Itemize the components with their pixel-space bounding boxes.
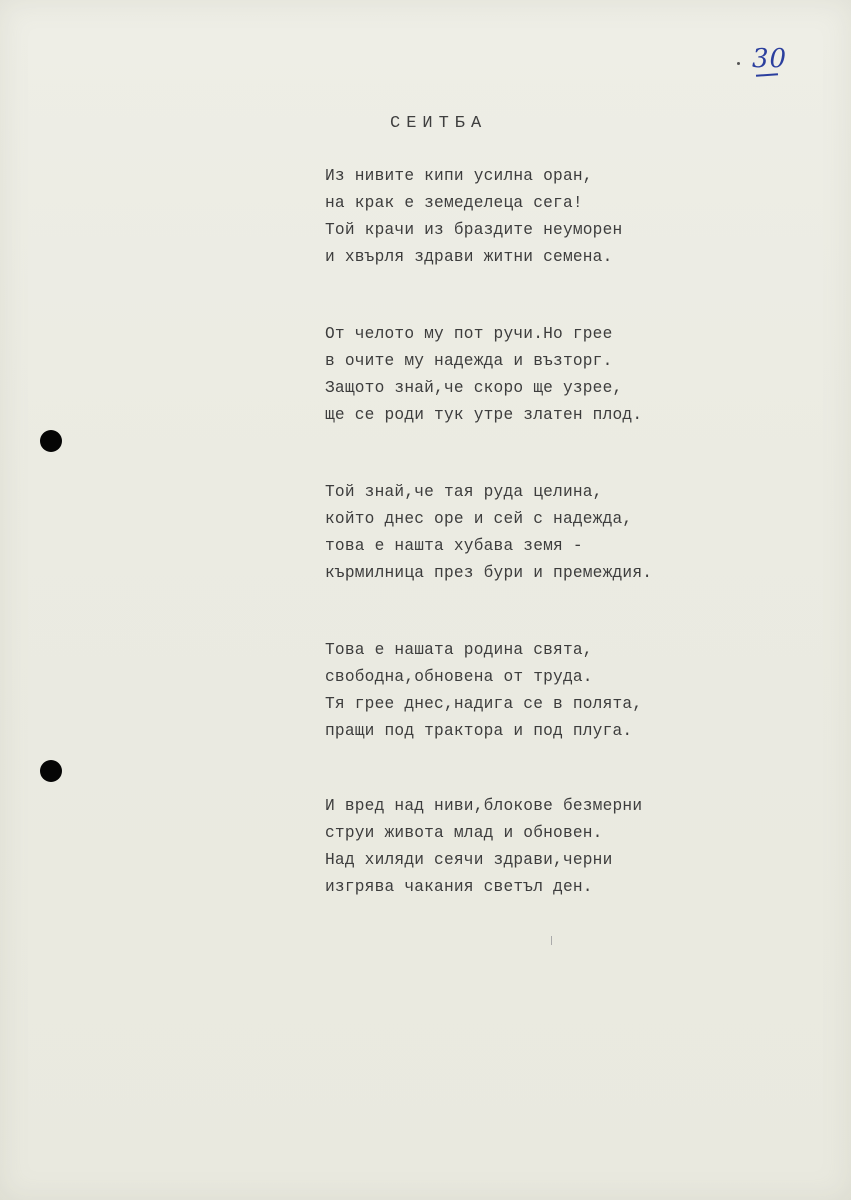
poem-line: струи живота млад и обновен. <box>325 824 603 842</box>
poem-line: Из нивите кипи усилна оран, <box>325 167 593 185</box>
poem-line: пращи под трактора и под плуга. <box>325 722 633 740</box>
stanza-4 <box>325 637 642 745</box>
poem-line: на крак е земеделеца сега! <box>325 194 583 212</box>
poem-line: кърмилница през бури и премеждия. <box>325 564 653 582</box>
poem-line: изгрява чакания светъл ден. <box>325 878 593 896</box>
paper-speck <box>551 936 552 945</box>
page-number-underline <box>756 73 778 77</box>
ink-dot <box>737 62 740 65</box>
poem-title: СЕИТБА <box>390 114 488 133</box>
poem-line: в очите му надежда и възторг. <box>325 352 613 370</box>
poem-line: ще се роди тук утре златен плод. <box>325 406 643 424</box>
poem-line: От челото му пот ручи.Но грее <box>325 325 613 343</box>
poem-line: свободна,обновена от труда. <box>325 668 593 686</box>
poem-line: и хвърля здрави житни семена. <box>325 248 613 266</box>
handwritten-page-number: 30 <box>752 44 788 74</box>
poem-line: Той знай,че тая руда целина, <box>325 483 603 501</box>
stanza-5 <box>325 793 642 901</box>
poem-line: Над хиляди сеячи здрави,черни <box>325 851 613 869</box>
binder-punch-hole <box>40 430 62 452</box>
poem-line: Защото знай,че скоро ще узрее, <box>325 379 623 397</box>
poem-line: Той крачи из браздите неуморен <box>325 221 623 239</box>
poem-line: Тя грее днес,надига се в полята, <box>325 695 643 713</box>
stanza-1 <box>325 163 622 271</box>
stanza-3 <box>325 479 652 587</box>
poem-line: това е нашта хубава земя - <box>325 537 583 555</box>
poem-line: И вред над ниви,блокове безмерни <box>325 797 643 815</box>
stanza-2 <box>325 321 642 429</box>
binder-punch-hole <box>40 760 62 782</box>
poem-line: който днес оре и сей с надежда, <box>325 510 633 528</box>
poem-line: Това е нашата родина свята, <box>325 641 593 659</box>
